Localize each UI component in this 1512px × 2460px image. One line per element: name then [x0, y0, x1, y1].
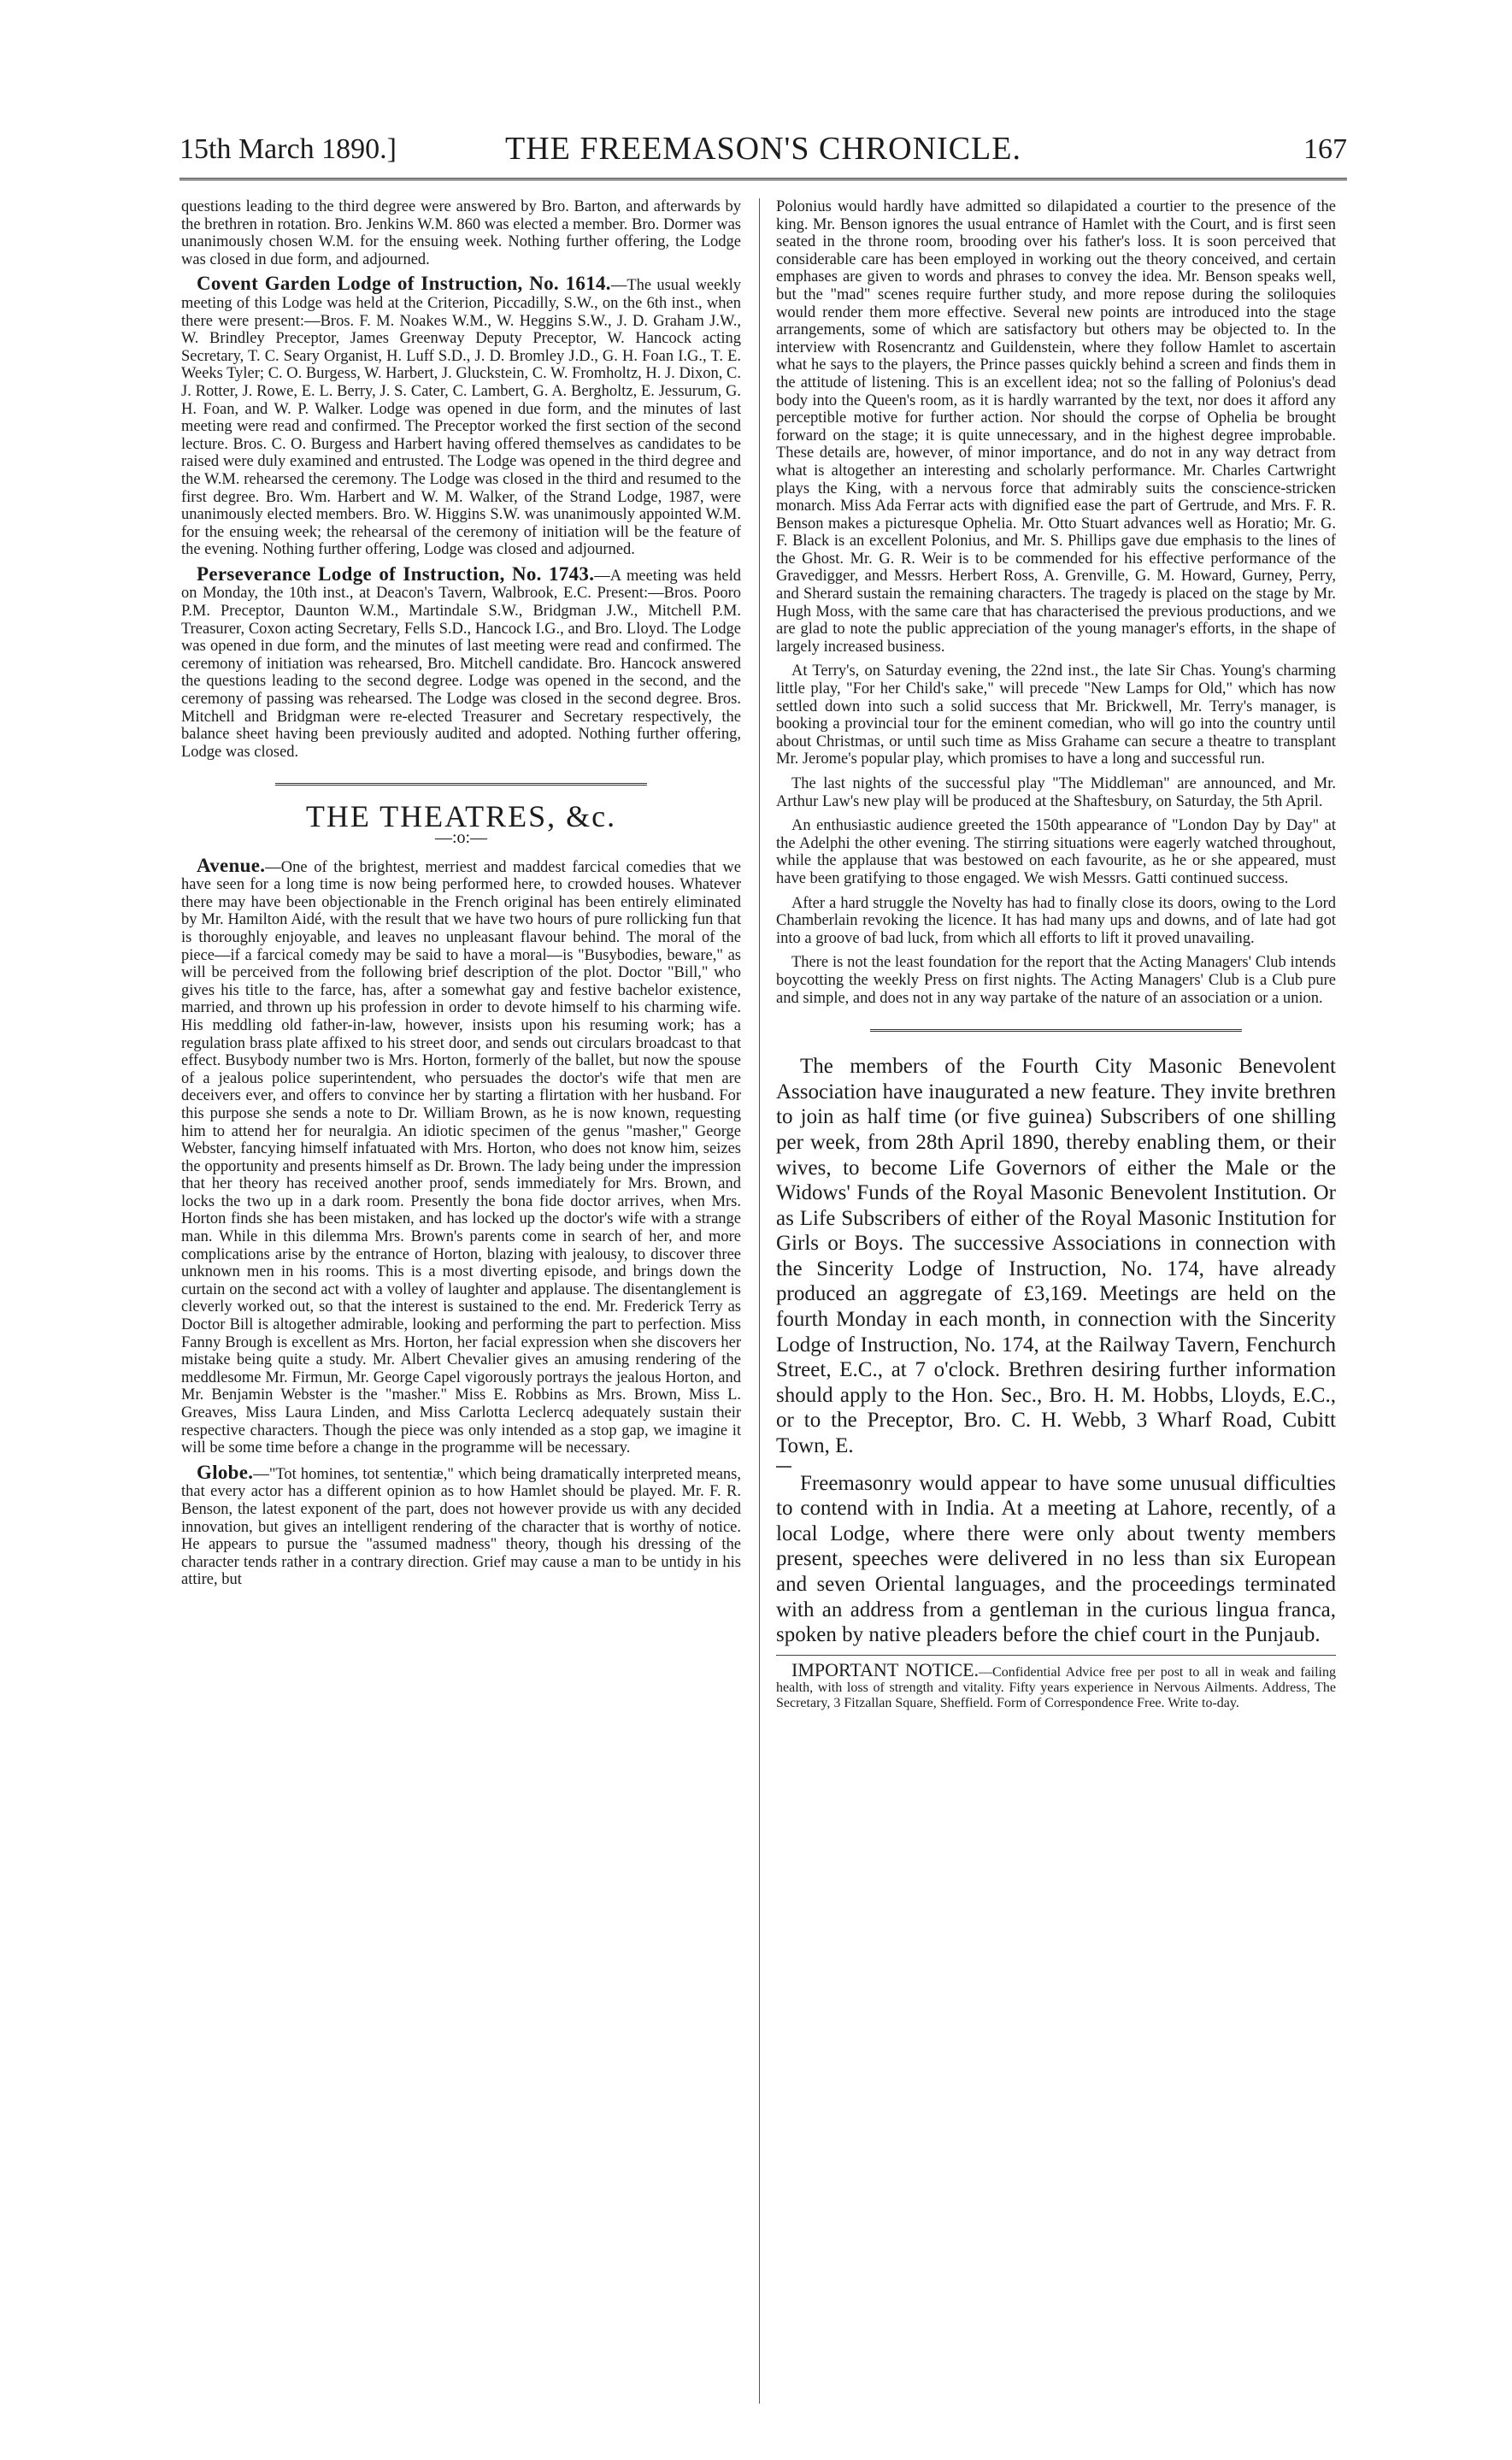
section-divider — [870, 1029, 1242, 1032]
covent-garden-body: —The usual weekly meeting of this Lodge was held at the Criterion, Piccadilly, S.W., on the 6th inst., when there were present:—Bros. F. M. Noakes W.M., W. Heggins S.W., J. D. Graham J.W., W. Brindley Preceptor, James Greenway Deputy Preceptor, W. Hancock acting Secretary, T. C. Seary Organist, H. Luff S.D., J. D. Bromley J.D., G. H. Foan I.G., T. E. Weeks Tyler; C. O. Burgess, W. Harbert, J. Gluckstein, C. W. Fromholtz, H. J. Dixon, C. J. Rotter, J. Rowe, E. L. Berry, J. S. Cater, C. Lambert, G. A. Bergholtz, E. Jessurum, G. H. Foan, and W. P. Walker. Lodge was opened in due form, and the minutes of last meeting were read and confirmed. The Preceptor worked the first section of the second lecture. Bros. C. O. Burgess and Harbert having offered themselves as candidates to be raised were duly examined and entrusted. The Lodge was opened in the third degree and the W.M. rehearsed the ceremony. The Lodge was closed in the third and resumed to the first degree. Bro. Wm. Harbert and W. M. Walker, of the Strand Lodge, 1987, were unanimously elected members. Bro. W. Higgins S.W. was unanimously appointed W.M. for the ensuing week; the rehearsal of the ceremony of initiation will be the feature of the evening. Nothing further offering, Lodge was closed and adjourned. — [181, 277, 741, 559]
acting-managers-note: There is not the least foundation for the report that the Acting Managers' Club intends boycotting the weekly Press on first nights. The Acting Managers' Club is a Club pure and simple, and does not in any way partake of the nature of an association or a union. — [776, 954, 1336, 1007]
lodge-report-continued: questions leading to the third degree were answered by Bro. Barton, and afterwards by the brethren in rotation. Bro. Jenkins W.M. 860 was elected a member. Bro. Dormer was unanimously chosen W.M. for the ensuing week. Nothing further offering, the Lodge was closed in due form, and adjourned. — [181, 198, 741, 268]
theatres-ornament: —:o:— — [434, 828, 488, 847]
right-column — [776, 198, 1336, 2412]
avenue-heading: Avenue. — [197, 854, 266, 876]
benevolent-association-note: The members of the Fourth City Masonic Benevolent Association have inaugurated a new feature. They invite brethren to join as half time (or five guinea) Subscribers of one shilling per week, from 28th April 1890, thereby enabling them, or their wives, to become Life Governors of either the Male or the Widows' Funds of the Royal Masonic Benevolent Institution. Or as Life Subscribers of either of the Royal Masonic Institution for Girls or Boys. The successive Associations in connection with the Sincerity Lodge of Instruction, No. 174, have already produced an aggregate of £3,169. Meetings are held on the fourth Monday in each month, in connection with the Sincerity Lodge of Instruction, No. 174, at the Railway Tavern, Fenchurch Street, E.C., at 7 o'clock. Brethren desiring further information should apply to the Hon. Sec., Bro. H. M. Hobbs, Lloyds, E.C., or to the Preceptor, Bro. C. H. Webb, 3 Wharf Road, Cubitt Town, E. — [776, 1055, 1336, 1458]
covent-garden-report — [181, 275, 741, 559]
theatres-title: THE THEATRES, &c. — [305, 799, 617, 834]
novelty-note: After a hard struggle the Novelty has had to finally close its doors, owing to the Lord Chamberlain revoking the licence. It has had many ups and downs, and of late had got into a groove of bad luck, from which all efforts to lift it proved unavailing. — [776, 894, 1336, 947]
notice-body: —Confidential Advice free per post to all in weak and failing health, with loss of strength and vitality. Fifty years experience in Nervous Ailments. Address, The Secretary, 3 Fitzallan Square, Sheffield. Form of Correspondence Free. Write to-day. — [776, 1664, 1336, 1710]
issue-date: 15th March 1890.] — [179, 133, 397, 165]
page-number: 167 — [1303, 133, 1347, 165]
left-column — [181, 198, 741, 2412]
avenue-review — [181, 854, 741, 1457]
section-divider — [275, 783, 647, 786]
publication-title: THE FREEMASON'S CHRONICLE. — [505, 131, 1021, 167]
notice-heading: IMPORTANT NOTICE. — [791, 1658, 980, 1680]
covent-garden-heading: Covent Garden Lodge of Instruction, No. 1614. — [197, 273, 611, 295]
middleman-note: The last nights of the successful play "The Middleman" are announced, and Mr. Arthur Law's new play will be produced at the Shaftesbury, on Saturday, the 5th April. — [776, 775, 1336, 810]
perseverance-report — [181, 562, 741, 762]
perseverance-heading: Perseverance Lodge of Instruction, No. 1743. — [197, 562, 595, 585]
masonic-notes — [776, 1054, 1336, 1648]
india-freemasonry-note: Freemasonry would appear to have some unusual difficulties to contend with in India. At a meeting at Lahore, recently, of a local Lodge, where there were only about twenty members present, speeches were delivered in no less than six European and seven Oriental languages, and the proceedings terminated with an address from a gentleman in the curious lingua franca, spoken by native pleaders before the chief court in the Punjaub. — [776, 1471, 1336, 1647]
hamlet-review-continued: Polonius would hardly have admitted so dilapidated a courtier to the presence of the king. Mr. Benson ignores the usual entrance of Hamlet with the Court, and is first seen seated in the throne room, brooding over his father's loss. It is soon perceived that considerable care has been employed in working out the theory conceived, and certain emphases are given to words and phrases to convey the idea. Mr. Benson speaks well, but the "mad" scenes require further study, and more repose during the soliloquies would render them more effective. Several new points are introduced into the stage arrangements, some of which are satisfactory but others may be objected to. In the interview with Rosencrantz and Guildenstein, where they follow Hamlet to ascertain what he says to the players, the Prince passes quickly behind a screen and finds them in the attitude of listening. This is an excellent idea; not so the falling of Polonius's dead body into the Queen's room, as it is hardly warranted by the text, nor does it afford any perceptible motive for further action. Nor should the corpse of Ophelia be brought forward on the stage; it is quite unnecessary, and in the highest degree improbable. These details are, however, of minor importance, and do not in any way detract from what is altogether an interesting and scholarly performance. Mr. Charles Cartwright plays the King, with a nervous force that admirably suits the conscience-stricken monarch. Miss Ada Ferrar acts with dignified ease the part of Gertrude, and Mrs. F. R. Benson makes a picturesque Ophelia. Mr. Otto Stuart advances well as Horatio; Mr. G. F. Black is an excellent Polonius, and Mr. S. Phillips gave due emphasis to the lines of the Ghost. Mr. G. R. Weir is to be commended for his effective performance of the Gravedigger, and Messrs. Herbert Ross, A. Grenville, G. M. Howard, Gurney, Perry, and Sherard sustain the remaining characters. The tragedy is placed on the stage by Mr. Hugh Moss, with the same care that has characterised the previous productions, and we are glad to note the public appreciation of the young manager's efforts, in the shape of largely increased business. — [776, 198, 1336, 656]
globe-body: —"Tot homines, tot sententiæ," which being dramatically interpreted means, that every actor has a different opinion as to how Hamlet should be played. Mr. F. R. Benson, the latest exponent of the part, does not however provide us with any decided innovation, but gives an intelligent rendering of the character that is worthy of notice. He appears to pursue the "assumed madness" theory, though his dressing of the character tends rather in a contrary direction. Grief may cause a man to be untidy in his attire, but — [181, 1465, 741, 1589]
adelphi-note: An enthusiastic audience greeted the 150th appearance of "London Day by Day" at the Adelphi the other evening. The stirring situations were eagerly watched throughout, while the applause that was bestowed on each favourite, as he or she appeared, must have been gratifying to those engaged. We wish Messrs. Gatti continued success. — [776, 817, 1336, 887]
terrys-note: At Terry's, on Saturday evening, the 22nd inst., the late Sir Chas. Young's charming little play, "For her Child's sake," will precede "New Lamps for Old," which has now settled down into such a solid success that Mr. Brickwell, Mr. Terry's manager, is booking a provincial tour for the eminent comedian, who will go into the country until about Christmas, or until such time as Miss Grahame can secure a theatre to transplant Mr. Jerome's popular play, which promises to have a long and successful run. — [776, 662, 1336, 768]
perseverance-body: —A meeting was held on Monday, the 10th inst., at Deacon's Tavern, Walbrook, E.C. Present:—Bros. Pooro P.M. Preceptor, Daunton W.M., Martindale S.W., Bridgman J.W., Mitchell P.M. Treasurer, Coxon acting Secretary, Fells S.D., Hancock I.G., and Bro. Lloyd. The Lodge was opened in due form, and the minutes of last meeting were read and confirmed. The ceremony of initiation was rehearsed, Bro. Mitchell candidate. Bro. Hancock answered the questions leading to the second degree. Lodge was opened in the second, and the ceremony of passing was rehearsed. The Lodge was closed in the second degree. Bros. Mitchell and Bridgman were re-elected Treasurer and Secretary respectively, the balance sheet having been previously audited and adopted. Nothing further offering, Lodge was closed. — [181, 567, 741, 761]
globe-review — [181, 1461, 741, 1589]
advertisement-notice — [776, 1655, 1336, 1711]
globe-heading: Globe. — [197, 1461, 254, 1483]
avenue-body: —One of the brightest, merriest and maddest farcical comedies that we have seen for a long time is now being performed here, to crowded houses. Whatever there may have been objectionable in the French original has been entirely eliminated by Mr. Hamilton Aidé, with the result that we have two hours of pure rollicking fun that is thoroughly enjoyable, and leaves no unpleasant flavour behind. The moral of the piece—if a farcical comedy may be said to have a moral—is "Busybodies, beware," as will be perceived from the following brief description of the plot. Doctor "Bill," who gives his title to the farce, has, after a somewhat gay and festive bachelor existence, married, and thrown up his profession in order to devote himself to his charming wife. His meddling old father-in-law, however, insists upon his resuming work; has a regulation brass plate affixed to his street door, and sends out circulars broadcast to that effect. Busybody number two is Mrs. Horton, formerly of the ballet, but now the spouse of a jealous police superintendent, who persuades the doctor's wife that men are deceivers ever, and offers to convince her by starting a flirtation with her husband. For this purpose she sends a note to Dr. William Brown, as he is now known, requesting him to attend her for neuralgia. An idiotic specimen of the genus "masher," George Webster, fancying himself infatuated with Mrs. Horton, who does not know him, seizes the opportunity and presents himself as Dr. Brown. The lady being under the impression that her theory has received another proof, sends immediately for Mrs. Brown, and locks the two up in a dark room. Presently the bona fide doctor arrives, when Mrs. Horton finds she has been mistaken, and has locked up the doctor's wife with a strange man. While in this dilemma Mrs. Brown's parents come in search of her, and more complications arise by the entrance of Horton, blazing with jealousy, to discover three unknown men in his rooms. This is a most diverting episode, and brings down the curtain on the second act with a volley of laughter and applause. The disentanglement is cleverly worked out, so that the interest is sustained to the end. Mr. Frederick Terry as Doctor Bill is altogether admirable, looking and performing the part to perfection. Miss Fanny Brough is excellent as Mrs. Horton, her facial expression when she discovers her mistake being quite a study. Mr. Albert Chevalier gives an amusing rendering of the meddlesome Mr. Firmun, Mr. George Capel vigorously portrays the jealous Horton, and Mr. Benjamin Webster is the "masher." Miss E. Robbins as Mrs. Brown, Miss L. Greaves, Miss Laura Linden, and Miss Carlotta Leclercq adequately sustain their respective characters. Though the piece was only intended as a stop gap, we imagine it will be some time before a change in the programme will be necessary. — [181, 858, 741, 1457]
column-rule — [759, 198, 760, 2404]
page-header — [179, 130, 1347, 180]
